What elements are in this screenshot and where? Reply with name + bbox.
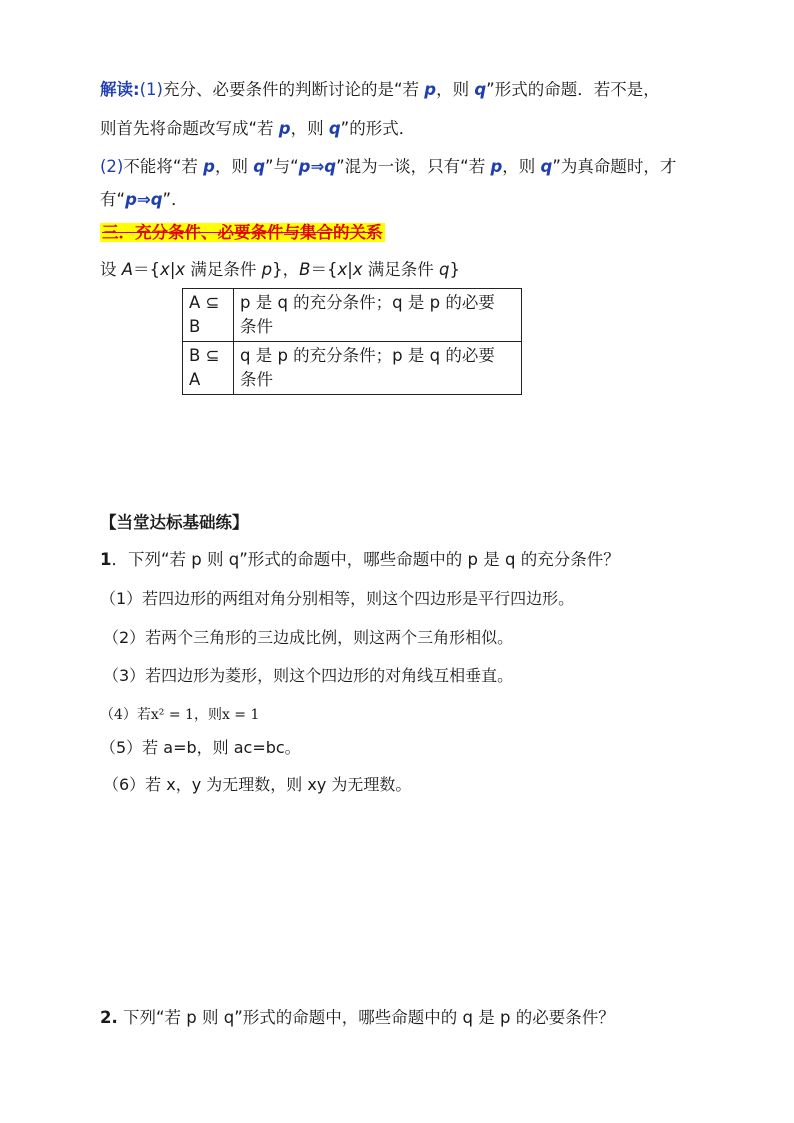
setdef-q: q (439, 260, 450, 279)
reading-paragraph-1-line2 (100, 118, 415, 140)
question-2-text: 下列“若 p 则 q”形式的命题中，哪些命题中的 q 是 p 的必要条件？ (117, 1008, 615, 1027)
reading-label: 解读: (100, 80, 140, 99)
list-item: （1）若四边形的两组对角分别相等，则这个四边形是平行四边形。 (100, 589, 575, 608)
list-item: （6）若 x，y 为无理数，则 xy 为无理数。 (103, 775, 412, 794)
setdef-c: | (169, 260, 176, 279)
list-item: （2）若两个三角形的三边成比例，则这两个三角形相似。 (103, 628, 514, 647)
section3-heading: 三．充分条件、必要条件与集合的关系 (102, 223, 383, 242)
question-2-number: 2. (100, 1008, 118, 1027)
reading-p2-l2-implication: p⇒q (125, 190, 163, 209)
reading-p1-l2-b: ，则 (290, 119, 329, 138)
setdef-g: | (347, 260, 353, 279)
setdef-x2: x (175, 260, 186, 279)
reading-p2-c: ，则 (214, 157, 254, 176)
setdef-e: }， (272, 260, 300, 279)
section3-heading-line (100, 222, 385, 244)
setdef-x1: x (160, 260, 170, 279)
setdef-d: 满足条件 (185, 260, 262, 279)
reading-p2-q: q (253, 157, 266, 176)
reading-p2-p2: p (490, 157, 503, 176)
description-cell (234, 342, 522, 395)
relation-cell (183, 342, 234, 395)
reading-p2-g: ”为真命题时，才 (552, 157, 677, 176)
reading-paragraph-2 (100, 156, 676, 178)
table-row (183, 342, 522, 395)
question-2 (100, 1007, 615, 1029)
reading-p1-text-c: ，则 (436, 80, 475, 99)
reading-p2-l2-b: ”． (162, 190, 188, 209)
reading-p1-l2-q: q (328, 119, 341, 138)
reading-p1-l2-a: 则首先将命题改写成“若 (100, 119, 279, 138)
list-item: （5）若 a=b，则 ac=bc。 (100, 738, 301, 757)
setdef-B: B (299, 260, 311, 279)
reading-p2-f: ，则 (502, 157, 541, 176)
relation-bottom: A (189, 370, 201, 389)
set-relation-table (182, 288, 522, 395)
reading-p1-l2-c: ”的形式． (340, 119, 416, 138)
setdef-a: 设 (100, 260, 122, 279)
reading-p1-p: p (424, 80, 437, 99)
setdef-i: } (449, 260, 461, 279)
description-line1: q 是 p 的充分条件；p 是 q 的必要 (240, 346, 495, 365)
reading-p2-l2-a: 有“ (100, 190, 126, 209)
question-1 (100, 549, 620, 571)
reading-p2-q2: q (540, 157, 553, 176)
setdef-f: ＝{ (310, 260, 338, 279)
list-item: （3）若四边形为菱形，则这个四边形的对角线互相垂直。 (103, 666, 514, 685)
reading-p1-number: (1) (139, 80, 163, 99)
reading-p1-l2-p: p (278, 119, 291, 138)
reading-paragraph-1 (100, 79, 660, 101)
relation-bottom: B (189, 317, 201, 336)
setdef-b: ＝{ (133, 260, 161, 279)
list-item: （4）若x² = 1，则x = 1 (100, 707, 260, 723)
question-1-number: 1 (100, 550, 112, 569)
reading-p1-q: q (474, 80, 487, 99)
practice-heading: 【当堂达标基础练】 (100, 513, 249, 532)
reading-p2-number: (2) (100, 157, 124, 176)
relation-cell (183, 289, 234, 342)
description-line2: 条件 (240, 370, 273, 389)
relation-top: B ⊆ (189, 346, 220, 365)
reading-p2-implication: p⇒q (298, 157, 337, 176)
reading-p2-d: ”与“ (265, 157, 299, 176)
setdef-x3: x (337, 260, 348, 279)
set-definition (100, 259, 460, 281)
reading-p1-text-d: ”形式的命题．若不是， (486, 80, 660, 99)
setdef-x4: x (352, 260, 363, 279)
question-1-text: ．下列“若 p 则 q”形式的命题中，哪些命题中的 p 是 q 的充分条件？ (111, 550, 620, 569)
relation-top: A ⊆ (189, 293, 220, 312)
description-cell (234, 289, 522, 342)
setdef-p: p (261, 260, 273, 279)
reading-p1-text: 充分、必要条件的判断讨论的是“若 (162, 80, 425, 99)
description-line1: p 是 q 的充分条件；q 是 p 的必要 (240, 293, 495, 312)
reading-p2-e: ”混为一谈，只有“若 (336, 157, 491, 176)
setdef-A: A (121, 260, 134, 279)
reading-p2-p: p (203, 157, 215, 176)
setdef-h: 满足条件 (362, 260, 440, 279)
reading-paragraph-2-line2 (100, 189, 188, 211)
reading-p2-b: 不能将“若 (123, 157, 204, 176)
description-line2: 条件 (240, 317, 273, 336)
table-row (183, 289, 522, 342)
